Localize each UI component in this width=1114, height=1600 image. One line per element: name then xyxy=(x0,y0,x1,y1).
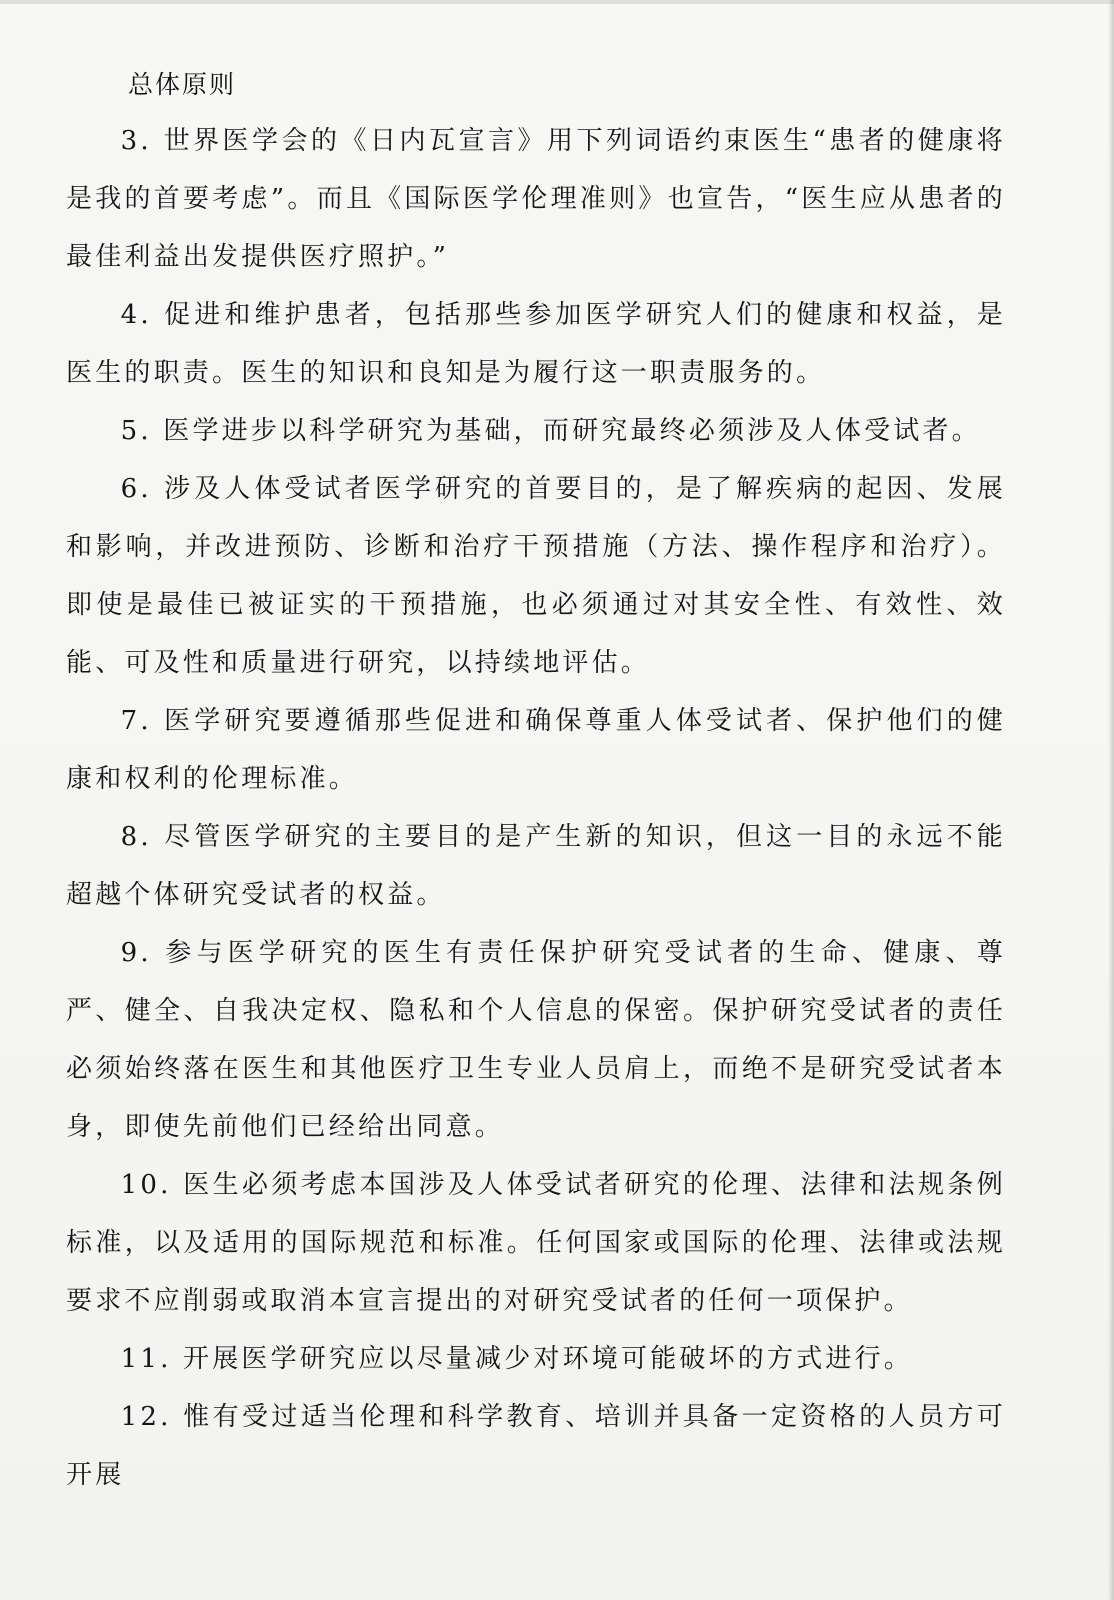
document-body xyxy=(66,58,1006,1504)
scan-right-edge xyxy=(1108,0,1114,1600)
paragraph-12: 12. 惟有受过适当伦理和科学教育、培训并具备一定资格的人员方可开展 xyxy=(66,1402,1006,1490)
scan-top-edge xyxy=(0,0,1114,4)
paragraph-10: 10. 医生必须考虑本国涉及人体受试者研究的伦理、法律和法规条例标准，以及适用的国际规范和标准。任何国家或国际的伦理、法律或法规要求不应削弱或取消本宣言提出的对研究受试者的任何一项保护。 xyxy=(66,1170,1006,1316)
section-heading: 总体原则 xyxy=(128,70,237,99)
paragraph-3: 3. 世界医学会的《日内瓦宣言》用下列词语约束医生“患者的健康将是我的首要考虑”。而且《国际医学伦理准则》也宣告，“医生应从患者的最佳利益出发提供医疗照护。” xyxy=(66,126,1006,272)
paragraph-11: 11. 开展医学研究应以尽量减少对环境可能破坏的方式进行。 xyxy=(120,1344,914,1374)
paragraph-8: 8. 尽管医学研究的主要目的是产生新的知识，但这一目的永远不能超越个体研究受试者的权益。 xyxy=(66,822,1006,910)
paragraph-5: 5. 医学进步以科学研究为基础，而研究最终必须涉及人体受试者。 xyxy=(120,416,981,446)
paragraph-4: 4. 促进和维护患者，包括那些参加医学研究人们的健康和权益，是医生的职责。医生的知识和良知是为履行这一职责服务的。 xyxy=(66,300,1006,388)
paragraph-9: 9. 参与医学研究的医生有责任保护研究受试者的生命、健康、尊严、健全、自我决定权、隐私和个人信息的保密。保护研究受试者的责任必须始终落在医生和其他医疗卫生专业人员肩上，而绝不是研究受试者本身，即使先前他们已经给出同意。 xyxy=(66,938,1006,1142)
paragraph-6: 6. 涉及人体受试者医学研究的首要目的，是了解疾病的起因、发展和影响，并改进预防、诊断和治疗干预措施（方法、操作程序和治疗）。即使是最佳已被证实的干预措施，也必须通过对其安全性、有效性、效能、可及性和质量进行研究，以持续地评估。 xyxy=(66,474,1006,678)
paragraph-7: 7. 医学研究要遵循那些促进和确保尊重人体受试者、保护他们的健康和权利的伦理标准。 xyxy=(66,706,1006,794)
